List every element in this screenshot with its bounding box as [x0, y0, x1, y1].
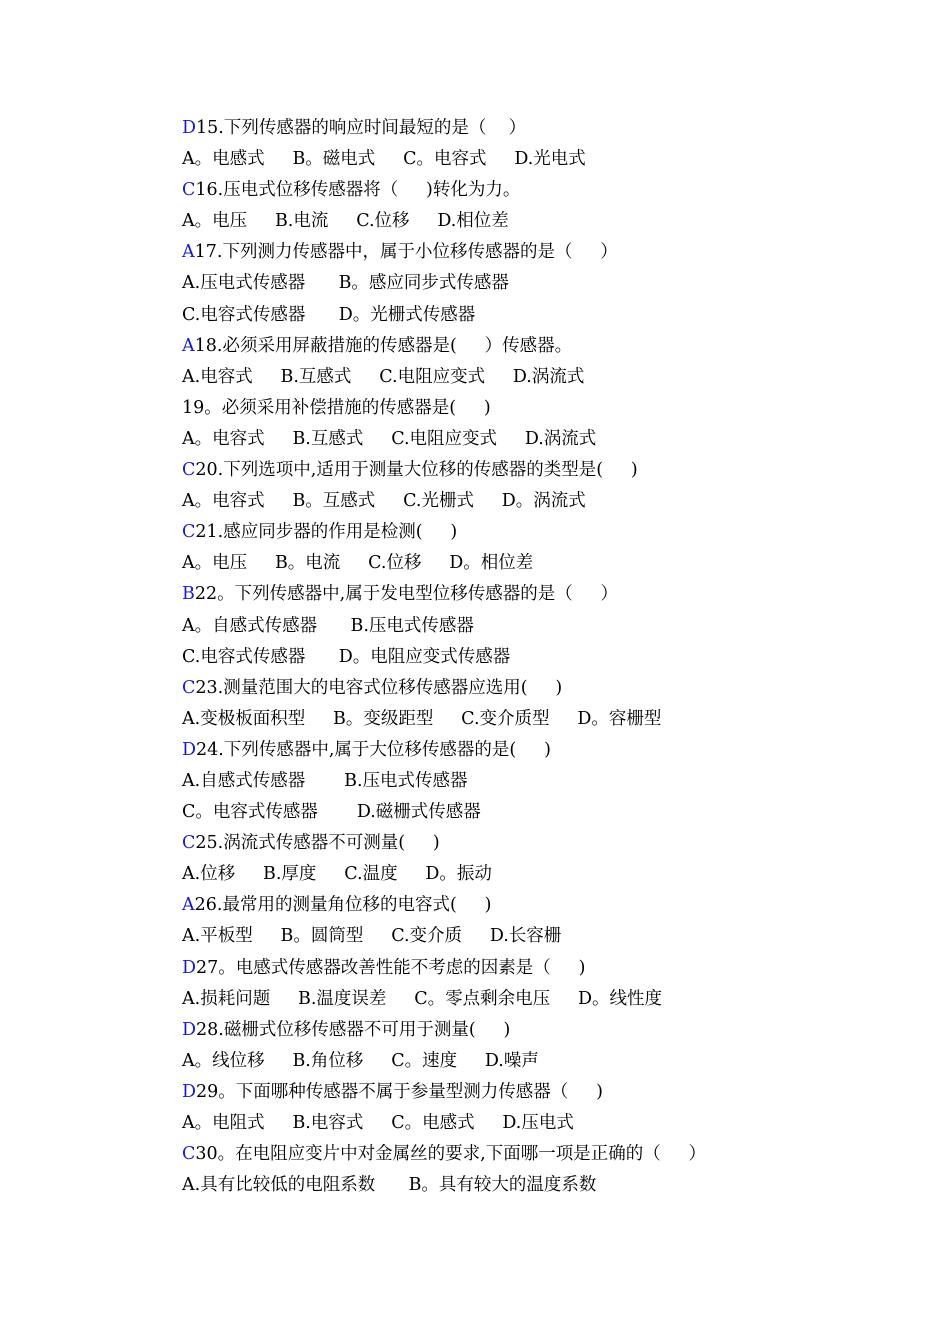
line-text: A.损耗问题 B.温度误差 C。零点剩余电压 D。线性度 — [182, 988, 662, 1009]
question-line — [182, 1077, 882, 1108]
answer-key: D — [182, 118, 197, 138]
option-line — [182, 1108, 882, 1139]
option-line — [182, 797, 882, 828]
question-line — [182, 331, 882, 362]
line-text: 15.下列传感器的响应时间最短的是（ ） — [196, 118, 527, 138]
line-text: C。电容式传感器 D.磁栅式传感器 — [182, 802, 481, 823]
question-line — [182, 953, 882, 984]
answer-key: A — [182, 242, 195, 263]
line-text: 29。下面哪种传感器不属于参量型测力传感器（ ) — [196, 1081, 603, 1102]
answer-key: C — [182, 677, 196, 698]
question-line — [182, 1139, 882, 1170]
question-line — [182, 175, 882, 206]
line-text: A.平板型 B。圆筒型 C.变介质 D.长容栅 — [182, 926, 562, 947]
line-text: A.压电式传感器 B。感应同步式传感器 — [182, 273, 509, 294]
question-line — [182, 393, 882, 424]
option-line — [182, 548, 882, 579]
question-line — [182, 735, 882, 766]
question-line — [182, 579, 882, 610]
option-line — [182, 611, 882, 642]
line-text: C.电容式传感器 D。光栅式传感器 — [182, 304, 476, 325]
answer-key: B — [182, 584, 195, 605]
question-line — [182, 113, 882, 144]
line-text: 28.磁栅式位移传感器不可用于测量( ) — [196, 1019, 511, 1040]
line-text: A.电容式 B.互感式 C.电阻应变式 D.涡流式 — [182, 366, 585, 387]
answer-key: C — [182, 522, 196, 543]
question-line — [182, 1015, 882, 1046]
line-text: A。电感式 B。磁电式 C。电容式 D.光电式 — [182, 149, 586, 170]
line-text: A。电阻式 B.电容式 C。电感式 D.压电式 — [182, 1113, 574, 1133]
line-text: 30。在电阻应变片中对金属丝的要求,下面哪一项是正确的（ ） — [195, 1144, 707, 1165]
option-line — [182, 1170, 882, 1201]
line-text: 22。下列传感器中,属于发电型位移传感器的是（ ） — [194, 584, 619, 605]
line-text: 17.下列测力传感器中，属于小位移传感器的是（ ） — [194, 242, 618, 263]
question-line — [182, 673, 882, 704]
question-line — [182, 455, 882, 486]
question-line — [182, 828, 882, 859]
option-line — [182, 984, 882, 1015]
answer-key: D — [182, 739, 197, 760]
option-line — [182, 766, 882, 797]
option-line — [182, 424, 882, 455]
line-text: A。电压 B。电流 C.位移 D。相位差 — [182, 553, 534, 574]
answer-key: C — [182, 460, 196, 481]
answer-key: C — [182, 1144, 196, 1165]
line-text: 23.测量范围大的电容式位移传感器应选用( ) — [195, 677, 563, 698]
answer-key: A — [182, 335, 195, 356]
option-line — [182, 268, 882, 299]
answer-key: A — [182, 895, 195, 916]
option-line — [182, 362, 882, 393]
option-line — [182, 859, 882, 890]
option-line — [182, 704, 882, 735]
option-line — [182, 1046, 882, 1077]
answer-key: D — [182, 1081, 197, 1102]
question-line — [182, 517, 882, 548]
line-text: 16.压电式位移传感器将（ )转化为力。 — [195, 180, 521, 201]
answer-key: C — [182, 180, 196, 201]
line-text: A。电压 B.电流 C.位移 D.相位差 — [182, 211, 509, 232]
option-line — [182, 300, 882, 331]
option-line — [182, 144, 882, 175]
line-text: A。线位移 B.角位移 C。速度 D.噪声 — [182, 1050, 539, 1071]
line-text: 19。必须采用补偿措施的传感器是( ) — [182, 397, 491, 418]
answer-key: D — [182, 1019, 197, 1040]
line-text: 18.必须采用屏蔽措施的传感器是( ）传感器。 — [194, 335, 573, 356]
answer-key: C — [182, 833, 196, 854]
question-list — [182, 113, 882, 1201]
line-text: 21.感应同步器的作用是检测( ) — [195, 522, 458, 543]
line-text: A。自感式传感器 B.压电式传感器 — [182, 615, 474, 636]
line-text: 27。电感式传感器改善性能不考虑的因素是（ ) — [196, 957, 586, 978]
option-line — [182, 206, 882, 237]
line-text: A.自感式传感器 B.压电式传感器 — [182, 770, 468, 791]
line-text: 24.下列传感器中,属于大位移传感器的是( ) — [196, 739, 551, 760]
answer-key: D — [182, 957, 197, 978]
line-text: C.电容式传感器 D。电阻应变式传感器 — [182, 646, 511, 667]
line-text: 20.下列选项中,适用于测量大位移的传感器的类型是( ) — [195, 460, 638, 481]
line-text: 25.涡流式传感器不可测量( ) — [195, 833, 440, 854]
option-line — [182, 921, 882, 952]
option-line — [182, 486, 882, 517]
line-text: A。电容式 B.互感式 C.电阻应变式 D.涡流式 — [182, 428, 597, 449]
line-text: A.具有比较低的电阻系数 B。具有较大的温度系数 — [182, 1175, 597, 1196]
question-line — [182, 890, 882, 921]
line-text: A。电容式 B。互感式 C.光栅式 D。涡流式 — [182, 491, 586, 512]
line-text: A.位移 B.厚度 C.温度 D。振动 — [182, 864, 492, 885]
question-line — [182, 237, 882, 268]
line-text: A.变极板面积型 B。变级距型 C.变介质型 D。容栅型 — [182, 708, 662, 729]
option-line — [182, 642, 882, 673]
line-text: 26.最常用的测量角位移的电容式( ) — [194, 895, 492, 916]
